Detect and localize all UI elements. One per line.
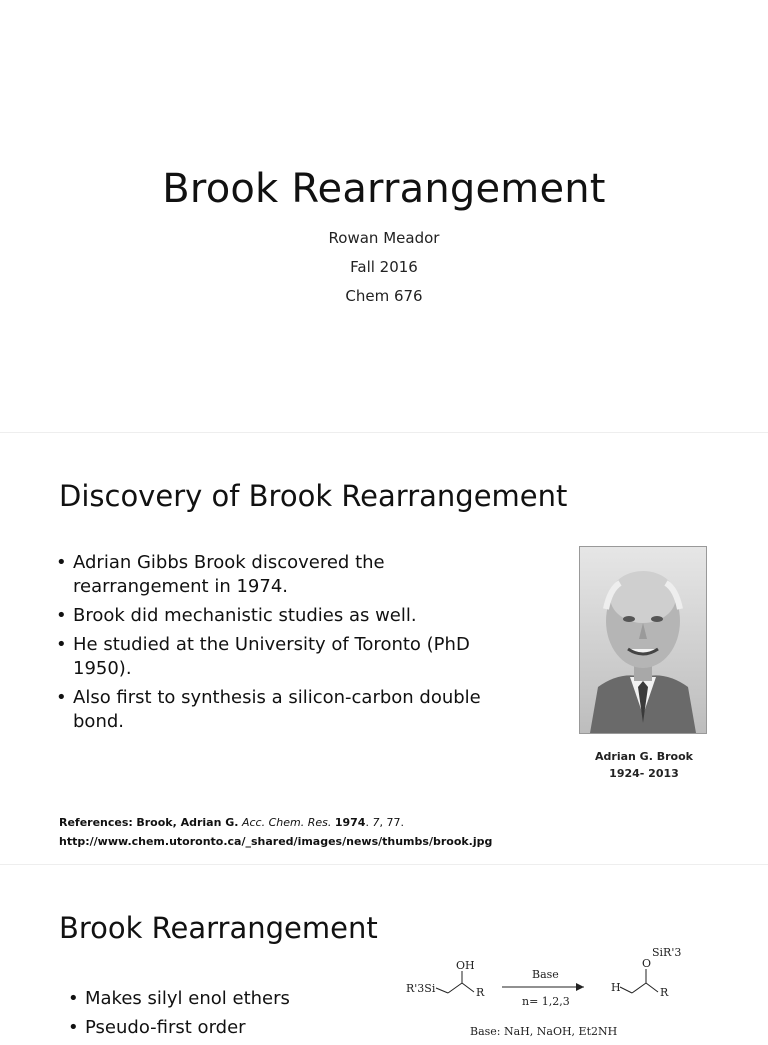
references (59, 813, 709, 851)
bullet-item: • Pseudo-first order (68, 1016, 388, 1040)
base-conditions: Base: NaH, NaOH, Et2NH (470, 1025, 618, 1038)
reactant-r-group: R (476, 986, 485, 999)
product-silyl: SiR'3 (652, 946, 682, 959)
slide-title: Brook Rearrangement (162, 166, 606, 212)
slide-heading: Discovery of Brook Rearrangement (59, 479, 568, 513)
reference-url[interactable]: http://www.chem.utoronto.ca/_shared/images/news/thumbs/brook.jpg (59, 835, 493, 848)
slide-heading: Brook Rearrangement (59, 911, 378, 945)
arrow-n-label: n= 1,2,3 (522, 995, 570, 1008)
author-name: Rowan Meador (328, 229, 440, 247)
bullet-item: • Makes silyl enol ethers (68, 987, 388, 1011)
photo-caption-years: 1924- 2013 (609, 767, 679, 780)
arrow-base-label: Base (532, 968, 559, 981)
bullet-item: • Brook did mechanistic studies as well. (56, 604, 496, 628)
photo-caption-name: Adrian G. Brook (595, 750, 693, 763)
reference-pages: , 77. (379, 816, 404, 829)
reference-citation: References: Brook, Adrian G. Acc. Chem. Res. 1974. 7, 77. (59, 816, 404, 829)
bullet-item: • He studied at the University of Toronto (PhD 1950). (56, 633, 496, 681)
reference-author: Brook, Adrian G. (136, 816, 239, 829)
product-r-group: R (660, 986, 669, 999)
reactant-silyl: R'3Si (406, 982, 436, 995)
portrait-photo (579, 546, 707, 734)
reference-volume: 7 (372, 816, 380, 829)
course-label: Chem 676 (345, 287, 423, 305)
reactant-hydroxyl: OH (456, 959, 475, 972)
reference-journal: Acc. Chem. Res. (241, 816, 332, 829)
product-hydrogen: H (611, 981, 621, 994)
bullet-item: • Also first to synthesis a silicon-carbon double bond. (56, 686, 496, 734)
bullet-item: • Adrian Gibbs Brook discovered the rearrangement in 1974. (56, 551, 496, 599)
product-oxygen: O (642, 957, 652, 970)
bullet-list (56, 551, 496, 739)
rearrangement-slide (0, 864, 768, 1038)
discovery-slide (0, 432, 768, 865)
title-slide (0, 0, 768, 432)
bullet-list (68, 987, 388, 1045)
term-label: Fall 2016 (350, 258, 418, 276)
reference-year: 1974 (334, 816, 366, 829)
reference-label: References: (59, 816, 133, 829)
portrait-image (580, 547, 706, 733)
reaction-scheme (404, 947, 704, 1037)
